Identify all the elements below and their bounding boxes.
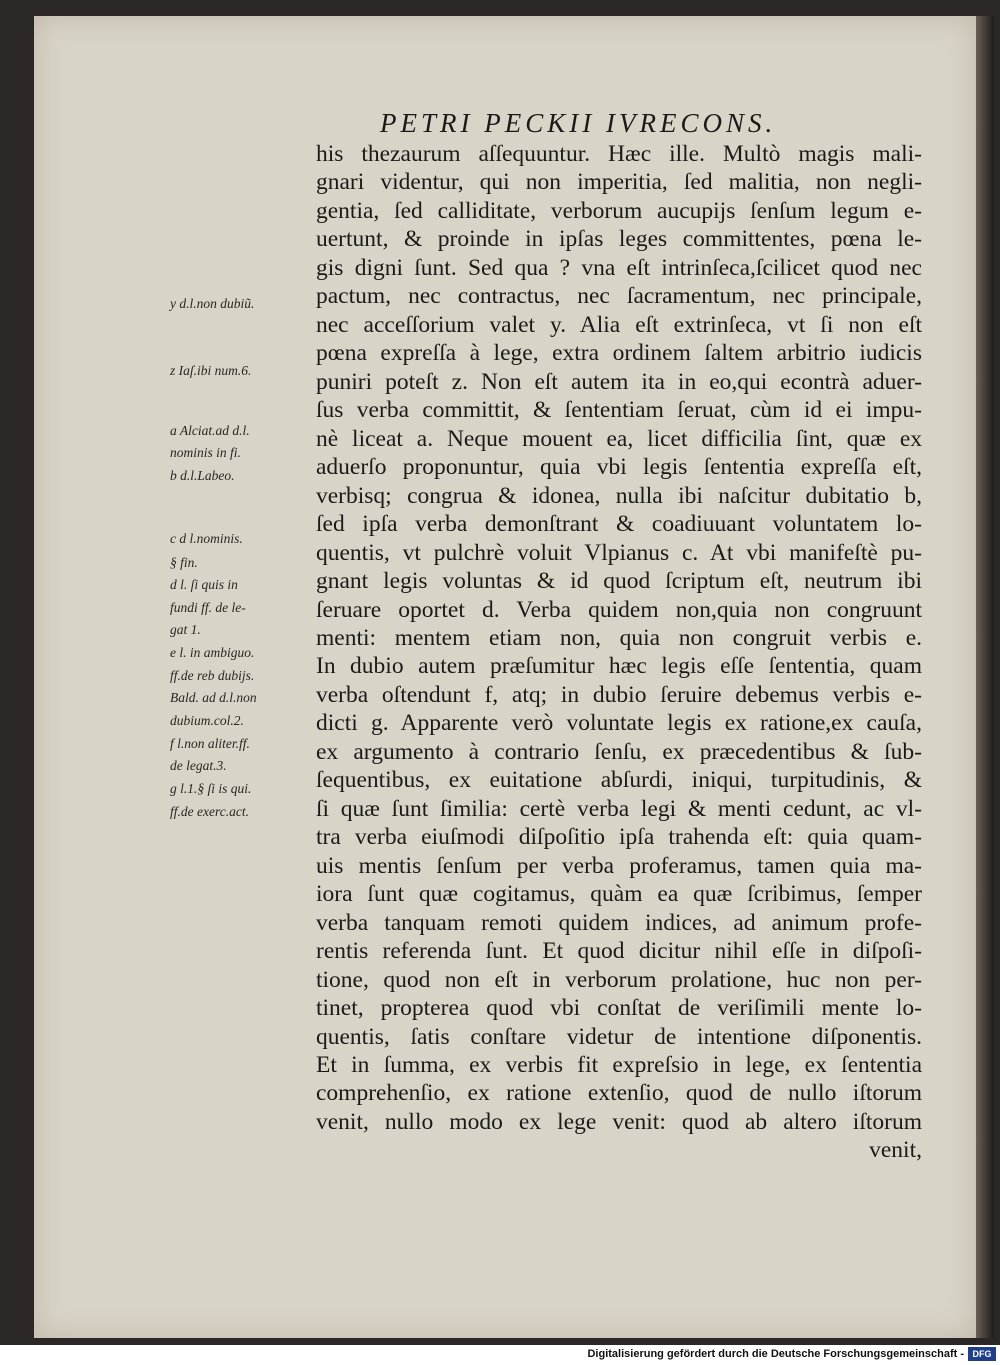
margin-note: ff.de reb dubijs. <box>170 668 255 683</box>
margin-note: z Iaſ.ibi num.6. <box>170 363 252 378</box>
text-line: ſequentibus, ex euitatione abſurdi, iniqui, turpitudinis, & <box>316 767 922 794</box>
text-line: tra verba eiuſmodi diſpoſitio ipſa trahenda eſt: quia quam- <box>316 824 922 851</box>
body-text <box>316 140 922 1165</box>
text-line: uertunt, & proinde in ipſas leges committentes, pœna le- <box>316 226 922 253</box>
text-line: tione, quod non eſt in verborum prolatione, huc non per- <box>316 966 922 993</box>
text-line: iora ſunt quæ cogitamus, quàm ea quæ ſcribimus, ſemper <box>316 881 922 908</box>
text-line: puniri poteſt z. Non eſt autem ita in eo,qui econtrà aduer- <box>316 368 922 395</box>
text-line: menti: mentem etiam non, quia non congruit verbis e. <box>316 624 922 651</box>
margin-note: Bald. ad d.l.non <box>170 690 257 705</box>
text-line: his thezaurum aſſequuntur. Hæc ille. Multò magis mali- <box>316 141 922 167</box>
margin-note: b d.l.Labeo. <box>170 468 235 483</box>
margin-note: d l. ſi quis in <box>170 577 238 592</box>
text-line: nè liceat a. Neque mouent ea, licet difficilia ſint, quæ ex <box>316 425 922 452</box>
margin-note: e l. in ambiguo. <box>170 645 255 660</box>
text-line: aduerſo proponuntur, quia vbi legis ſententia expreſſa eſt, <box>316 454 922 481</box>
text-line: tinet, propterea quod vbi conſtat de veriſimili mente lo- <box>316 995 922 1022</box>
running-head: PETRI PECKII IVRECONS. <box>380 108 777 138</box>
text-line: pœna expreſſa à lege, extra ordinem ſaltem arbitrio iudicis <box>316 340 922 367</box>
text-line: quentis, ſatis conſtare videtur de intentione diſponentis. <box>316 1023 922 1050</box>
text-line: ſed ipſa verba demonſtrant & coadiuuant voluntatem lo- <box>316 511 922 538</box>
text-line: ex argumento à contrario ſenſu, ex præcedentibus & ſub- <box>316 738 922 765</box>
text-line: comprehenſio, ex ratione extenſio, quod de nullo iſtorum <box>316 1080 922 1107</box>
text-line: gnant legis voluntas & id quod ſcriptum eſt, neutrum ibi <box>316 568 922 595</box>
text-line: verba tanquam remoti quidem indices, ad animum profe- <box>316 909 922 936</box>
text-line: nec acceſſorium valet y. Alia eſt extrinſeca, vt ſi non eſt <box>316 311 922 338</box>
funding-notice: Digitalisierung gefördert durch die Deutsche Forschungsgemeinschaft - <box>587 1348 964 1360</box>
text-line: quentis, vt pulchrè voluit Vlpianus c. At vbi manifeſtè pu- <box>316 539 922 566</box>
text-line: verba oſtendunt f, atq; in dubio ſeruire debemus verbis e- <box>316 681 922 708</box>
dfg-logo: DFG <box>968 1347 996 1361</box>
text-line: dicti g. Apparente verò voluntate legis ex ratione,ex cauſa, <box>316 710 922 737</box>
margin-note: a Alciat.ad d.l. <box>170 423 250 438</box>
text-line: uis mentis ſenſum per verba proferamus, tamen quia ma- <box>316 852 922 879</box>
margin-note: ff.de exerc.act. <box>170 804 249 819</box>
margin-note: c d l.nominis. <box>170 531 243 546</box>
margin-note: nominis in fi. <box>170 445 241 460</box>
margin-note: f l.non aliter.ff. <box>170 736 250 751</box>
text-line: Et in ſumma, ex verbis fit expreſsio in lege, ex ſententia <box>316 1052 922 1078</box>
text-line: verbisq; congrua & idonea, nulla ibi naſcitur dubitatio b, <box>316 482 922 509</box>
text-line: ſeruare oportet d. Verba quidem non,quia non congruunt <box>316 596 922 623</box>
text-line: gis digni ſunt. Sed qua ? vna eſt intrinſeca,ſcilicet quod nec <box>316 254 922 281</box>
text-line: rentis referenda ſunt. Et quod dicitur nihil eſſe in diſpoſi- <box>316 938 922 965</box>
margin-note: dubium.col.2. <box>170 713 244 728</box>
text-line: ſus verba committit, & ſententiam ſeruat, cùm id ei impu- <box>316 397 922 424</box>
text-line: In dubio autem præſumitur hæc legis eſſe ſententia, quam <box>316 653 922 680</box>
margin-note: g l.1.§ ſi is qui. <box>170 781 252 796</box>
text-line: gentia, ſed calliditate, verborum aucupijs ſenſum legum e- <box>316 197 922 224</box>
margin-note: gat 1. <box>170 622 201 637</box>
text-line: venit, nullo modo ex lege venit: quod ab altero iſtorum <box>316 1108 922 1135</box>
margin-note: de legat.3. <box>170 758 227 773</box>
footer-bar <box>0 1345 1000 1365</box>
text-line: ſi quæ ſunt ſimilia: certè verba legi & menti cedunt, ac vl- <box>316 795 922 822</box>
text-line: gnari videntur, qui non imperitia, ſed malitia, non negli- <box>316 169 922 196</box>
page-edge-shadow <box>976 16 994 1338</box>
margin-note: y d.l.non dubiũ. <box>170 296 255 311</box>
catchword-line: venit, <box>869 1137 922 1164</box>
text-line: pactum, nec contractus, nec ſacramentum, nec principale, <box>316 283 922 310</box>
margin-note: fundi ff. de le- <box>170 600 246 615</box>
margin-note: § fin. <box>170 555 198 570</box>
